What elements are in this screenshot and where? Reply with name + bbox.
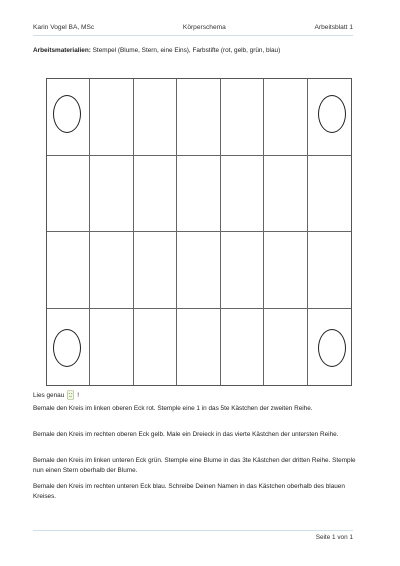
grid-cell-r4-c1 xyxy=(47,309,90,386)
grid-cell-r1-c6 xyxy=(264,79,307,156)
grid-cell-r1-c5 xyxy=(221,79,264,156)
grid-cell-r2-c5 xyxy=(221,156,264,233)
footer-divider xyxy=(33,530,353,531)
grid-cell-r1-c7 xyxy=(308,79,351,156)
page-header xyxy=(33,24,353,31)
materials-label: Arbeitsmaterialien: xyxy=(33,47,91,54)
grid-cell-r3-c7 xyxy=(308,232,351,309)
instruction-step-4: Bemale den Kreis im rechten unteren Eck blau. Schreibe Deinen Namen in das Kästchen oberhalb des blauen Kreises. xyxy=(33,483,345,500)
grid-cell-r4-c5 xyxy=(221,309,264,386)
header-title: Körperschema xyxy=(182,24,226,31)
grid-cell-r1-c1 xyxy=(47,79,90,156)
grid-cell-r2-c7 xyxy=(308,156,351,233)
grid-cell-r1-c2 xyxy=(90,79,133,156)
grid-cell-r4-c7 xyxy=(308,309,351,386)
grid-cell-r4-c6 xyxy=(264,309,307,386)
header-divider xyxy=(33,35,353,36)
corner-circle-tr xyxy=(318,95,346,133)
instruction-step-1: Bemale den Kreis im linken oberen Eck rot. Stemple eine 1 in das 5te Kästchen der zweiten Reihe. xyxy=(33,405,313,412)
grid-cell-r3-c6 xyxy=(264,232,307,309)
grid-cell-r3-c3 xyxy=(134,232,177,309)
grid-cell-r2-c4 xyxy=(177,156,220,233)
grid-cell-r1-c3 xyxy=(134,79,177,156)
grid-cell-r4-c3 xyxy=(134,309,177,386)
grid-cell-r1-c4 xyxy=(177,79,220,156)
grid-cell-r2-c3 xyxy=(134,156,177,233)
grid-cell-r3-c2 xyxy=(90,232,133,309)
instruction-step-2: Bemale den Kreis im rechten oberen Eck gelb. Male ein Dreieck in das vierte Kästchen der untersten Reihe. xyxy=(33,431,339,438)
corner-circle-br xyxy=(318,329,346,367)
grid-cell-r3-c5 xyxy=(221,232,264,309)
worksheet-grid xyxy=(46,78,352,386)
lies-genau-exclaim: ! xyxy=(77,391,80,399)
instruction-step-3: Bemale den Kreis im linken unteren Eck grün. Stemple eine Blume in das 3te Kästchen der dritten Reihe. Stemple nun einen Stern oberhalb der Blume. xyxy=(33,457,356,474)
grid-cell-r2-c2 xyxy=(90,156,133,233)
header-author: Karin Vogel BA, MSc xyxy=(33,24,95,31)
grid-cell-r4-c4 xyxy=(177,309,220,386)
grid-cell-r2-c6 xyxy=(264,156,307,233)
page-number: Seite 1 von 1 xyxy=(315,534,353,541)
header-sheet: Arbeitsblatt 1 xyxy=(314,24,353,31)
smiley-face-icon xyxy=(67,390,74,400)
materials-text: Stempel (Blume, Stern, eine Eins), Farbstifte (rot, gelb, grün, blau) xyxy=(90,47,281,54)
grid-cell-r2-c1 xyxy=(47,156,90,233)
materials-line xyxy=(33,46,363,55)
lies-genau-line xyxy=(33,390,79,400)
grid-cell-r3-c4 xyxy=(177,232,220,309)
corner-circle-tl xyxy=(53,95,81,133)
corner-circle-bl xyxy=(53,329,81,367)
grid-cell-r4-c2 xyxy=(90,309,133,386)
grid-cell-r3-c1 xyxy=(47,232,90,309)
lies-genau-text: Lies genau xyxy=(33,391,65,399)
